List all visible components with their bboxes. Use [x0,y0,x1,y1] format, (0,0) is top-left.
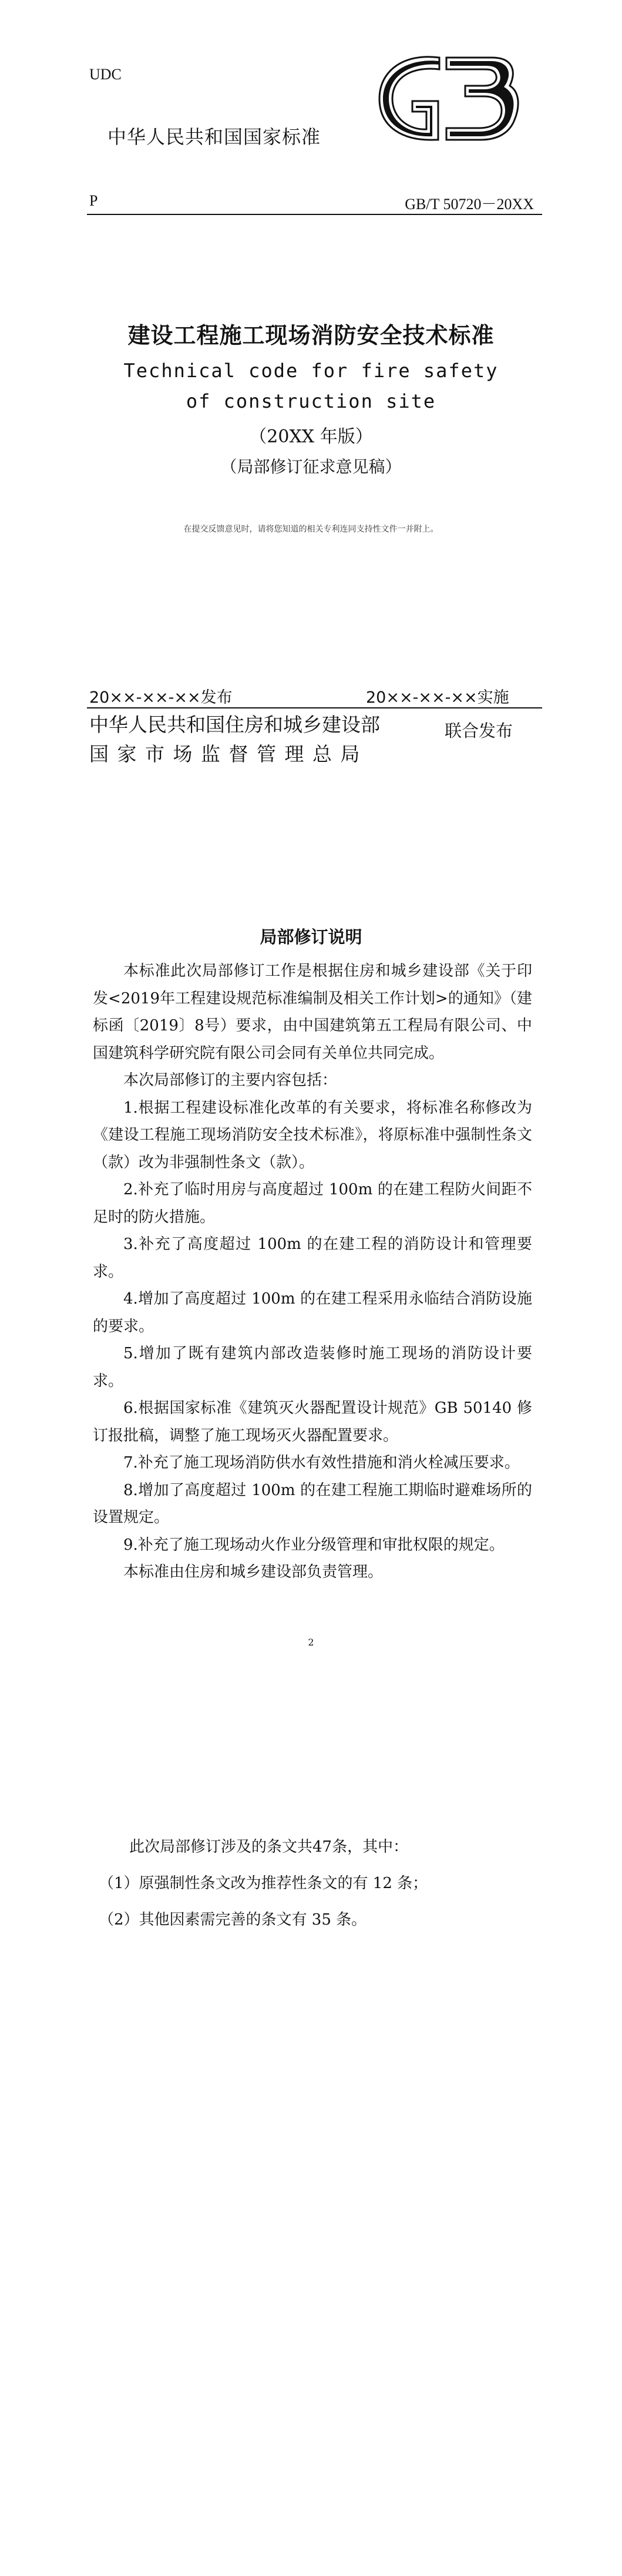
gb-logo-icon [369,47,523,150]
paragraph: 9.补充了施工现场动火作业分级管理和审批权限的规定。 [123,1536,505,1554]
paragraph: 6.根据国家标准《建筑灭火器配置设计规范》GB 50140 修订报批稿，调整了施工现场灭火器配置要求。 [93,1399,532,1445]
title-english-line1: Technical code for fire safety [123,360,499,382]
paragraph: 本标准由住房和城乡建设部负责管理。 [123,1563,384,1581]
paragraph: 2.补充了临时用房与高度超过 100m 的在建工程防火间距不足时的防火措施。 [93,1181,532,1226]
national-standard-label: 中华人民共和国国家标准 [107,126,321,148]
page-number: 2 [308,1637,314,1648]
implement-date: 20××-××-××实施 [366,688,509,707]
udc-label: UDC [89,66,122,83]
title-chinese: 建设工程施工现场消防安全技术标准 [127,323,495,348]
paragraph: 3.补充了高度超过 100m 的在建工程的消防设计和管理要求。 [93,1235,532,1281]
edition-label: （20XX 年版） [249,426,373,447]
paragraph: 本次局部修订的主要内容包括： [123,1072,338,1089]
standard-number: GB/T 50720－20XX [405,196,534,213]
patent-notice: 在提交反馈意见时，请将您知道的相关专利连同支持性文件一并附上。 [183,525,439,534]
paragraph: 4.增加了高度超过 100m 的在建工程采用永临结合消防设施的要求。 [93,1290,532,1335]
issuer-ministry: 中华人民共和国住房和城乡建设部 [89,713,380,736]
summary-intro: 此次局部修订涉及的条文共47条，其中： [129,1838,409,1856]
title-english-line2: of construction site [186,390,436,412]
paragraph: 本标准此次局部修订工作是根据住房和城乡建设部《关于印发<2019年工程建设规范标准编制及相关工作计划>的通知》（建标函〔2019〕8号）要求，由中国建筑第五工程局有限公司、中国建筑科学研究院有限公司会同有关单位共同完成。 [93,962,532,1062]
draft-status: （局部修订征求意见稿） [220,457,402,476]
classification-code: P [89,192,98,209]
paragraph: 1.根据工程建设标准化改革的有关要求，将标准名称修改为《建设工程施工现场消防安全技术标准》，将原标准中强制性条文（款）改为非强制性条文（款）。 [93,1099,532,1171]
issuer-samr: 国 家 市 场 监 督 管 理 总 局 [89,743,361,765]
revision-notes-title: 局部修订说明 [260,927,362,947]
revision-notes-body [93,958,532,1586]
publish-date: 20××-××-××发布 [89,688,233,707]
paragraph: 5.增加了既有建筑内部改造装修时施工现场的消防设计要求。 [93,1345,532,1390]
paragraph: 8.增加了高度超过 100m 的在建工程施工期临时避难场所的设置规定。 [93,1481,532,1526]
date-divider [87,707,542,708]
summary-item: （1）原强制性条文改为推荐性条文的有 12 条； [99,1875,428,1892]
header-divider [87,214,542,215]
summary-item: （2）其他因素需完善的条文有 35 条。 [99,1911,367,1929]
joint-release-label: 联合发布 [445,721,513,741]
paragraph: 7.补充了施工现场消防供水有效性措施和消火栓减压要求。 [123,1454,520,1472]
revision-summary [99,1829,545,1938]
